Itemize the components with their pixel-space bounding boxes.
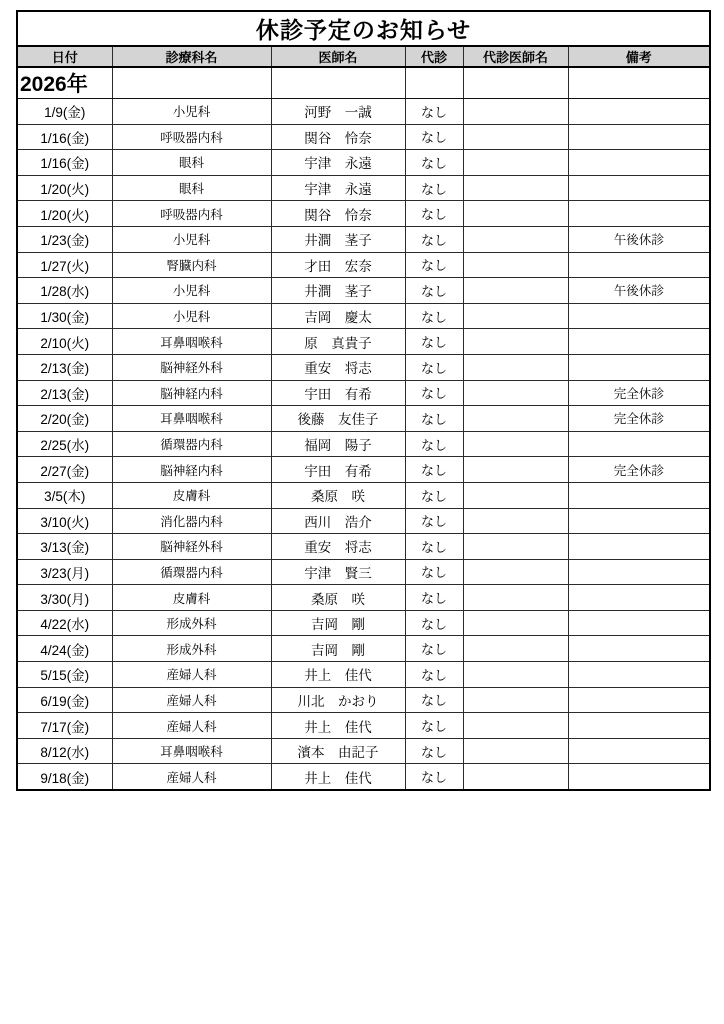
date-cell: 3/10(火) (17, 508, 112, 534)
substitute-cell: なし (405, 764, 463, 790)
remarks-cell (568, 508, 710, 534)
doctor-name-cell: 原 真貴子 (271, 329, 405, 355)
date-cell: 1/28(水) (17, 278, 112, 304)
substitute-cell: なし (405, 150, 463, 176)
column-header-substitute: 代診 (405, 46, 463, 67)
doctor-name-cell: 井上 佳代 (271, 662, 405, 688)
table-row (17, 252, 710, 278)
remarks-cell (568, 585, 710, 611)
doctor-name-cell: 西川 浩介 (271, 508, 405, 534)
doctor-name-cell: 宇田 有希 (271, 380, 405, 406)
doctor-name-cell: 福岡 陽子 (271, 431, 405, 457)
remarks-cell (568, 662, 710, 688)
substitute-cell: なし (405, 610, 463, 636)
date-cell: 3/13(金) (17, 534, 112, 560)
doctor-name-cell: 吉岡 剛 (271, 636, 405, 662)
substitute-doctor-cell (463, 559, 568, 585)
department-cell: 小児科 (112, 303, 271, 329)
substitute-doctor-cell (463, 150, 568, 176)
substitute-cell: なし (405, 636, 463, 662)
department-cell: 小児科 (112, 99, 271, 125)
substitute-cell: なし (405, 738, 463, 764)
doctor-name-cell: 桑原 咲 (271, 585, 405, 611)
substitute-cell: なし (405, 687, 463, 713)
doctor-name-cell: 井上 佳代 (271, 713, 405, 739)
department-cell: 脳神経内科 (112, 380, 271, 406)
date-cell: 7/17(金) (17, 713, 112, 739)
table-row (17, 329, 710, 355)
date-cell: 2/13(金) (17, 380, 112, 406)
table-row (17, 278, 710, 304)
page-title: 休診予定のお知らせ (17, 11, 710, 46)
table-row (17, 431, 710, 457)
substitute-doctor-cell (463, 252, 568, 278)
substitute-doctor-cell (463, 303, 568, 329)
substitute-cell: なし (405, 124, 463, 150)
remarks-cell (568, 482, 710, 508)
date-cell: 4/24(金) (17, 636, 112, 662)
doctor-name-cell: 河野 一誠 (271, 99, 405, 125)
doctor-name-cell: 宇津 永遠 (271, 175, 405, 201)
date-cell: 9/18(金) (17, 764, 112, 790)
department-cell: 循環器内科 (112, 431, 271, 457)
substitute-doctor-cell (463, 175, 568, 201)
remarks-cell (568, 354, 710, 380)
date-cell: 1/30(金) (17, 303, 112, 329)
substitute-doctor-cell (463, 713, 568, 739)
substitute-cell: なし (405, 278, 463, 304)
substitute-doctor-cell (463, 610, 568, 636)
department-cell: 脳神経内科 (112, 457, 271, 483)
remarks-cell (568, 764, 710, 790)
substitute-cell: なし (405, 380, 463, 406)
table-row (17, 738, 710, 764)
column-header-department: 診療科名 (112, 46, 271, 67)
remarks-cell (568, 329, 710, 355)
date-cell: 2/20(金) (17, 406, 112, 432)
empty-cell (463, 67, 568, 99)
substitute-cell: なし (405, 457, 463, 483)
remarks-cell (568, 713, 710, 739)
remarks-cell (568, 610, 710, 636)
table-body (17, 67, 710, 790)
table-row (17, 610, 710, 636)
remarks-cell (568, 201, 710, 227)
substitute-cell: なし (405, 482, 463, 508)
substitute-cell: なし (405, 226, 463, 252)
remarks-cell (568, 431, 710, 457)
substitute-cell: なし (405, 99, 463, 125)
remarks-cell (568, 534, 710, 560)
table-row (17, 99, 710, 125)
date-cell: 3/30(月) (17, 585, 112, 611)
substitute-doctor-cell (463, 226, 568, 252)
substitute-doctor-cell (463, 662, 568, 688)
department-cell: 形成外科 (112, 610, 271, 636)
department-cell: 眼科 (112, 175, 271, 201)
table-row (17, 354, 710, 380)
date-cell: 1/27(火) (17, 252, 112, 278)
substitute-doctor-cell (463, 201, 568, 227)
title-row (17, 11, 710, 46)
department-cell: 形成外科 (112, 636, 271, 662)
substitute-doctor-cell (463, 636, 568, 662)
department-cell: 眼科 (112, 150, 271, 176)
table-row (17, 713, 710, 739)
remarks-cell (568, 559, 710, 585)
substitute-doctor-cell (463, 329, 568, 355)
doctor-name-cell: 後藤 友佳子 (271, 406, 405, 432)
date-cell: 2/10(火) (17, 329, 112, 355)
table-row (17, 585, 710, 611)
substitute-doctor-cell (463, 124, 568, 150)
department-cell: 産婦人科 (112, 764, 271, 790)
table-row (17, 201, 710, 227)
empty-cell (112, 67, 271, 99)
substitute-cell: なし (405, 508, 463, 534)
date-cell: 1/20(火) (17, 201, 112, 227)
doctor-name-cell: 関谷 怜奈 (271, 201, 405, 227)
doctor-name-cell: 井上 佳代 (271, 764, 405, 790)
date-cell: 1/9(金) (17, 99, 112, 125)
column-header-date: 日付 (17, 46, 112, 67)
date-cell: 2/25(水) (17, 431, 112, 457)
department-cell: 小児科 (112, 226, 271, 252)
empty-cell (568, 67, 710, 99)
date-cell: 1/16(金) (17, 124, 112, 150)
substitute-cell: なし (405, 431, 463, 457)
remarks-cell: 完全休診 (568, 380, 710, 406)
substitute-cell: なし (405, 406, 463, 432)
remarks-cell (568, 99, 710, 125)
department-cell: 小児科 (112, 278, 271, 304)
substitute-doctor-cell (463, 585, 568, 611)
department-cell: 呼吸器内科 (112, 201, 271, 227)
substitute-doctor-cell (463, 482, 568, 508)
remarks-cell (568, 150, 710, 176)
table-row (17, 508, 710, 534)
substitute-cell: なし (405, 559, 463, 585)
date-cell: 1/23(金) (17, 226, 112, 252)
substitute-cell: なし (405, 585, 463, 611)
remarks-cell (568, 303, 710, 329)
substitute-doctor-cell (463, 380, 568, 406)
date-cell: 4/22(水) (17, 610, 112, 636)
substitute-cell: なし (405, 329, 463, 355)
department-cell: 産婦人科 (112, 687, 271, 713)
empty-cell (271, 67, 405, 99)
doctor-name-cell: 重安 将志 (271, 534, 405, 560)
remarks-cell (568, 687, 710, 713)
date-cell: 2/13(金) (17, 354, 112, 380)
substitute-doctor-cell (463, 406, 568, 432)
substitute-doctor-cell (463, 687, 568, 713)
substitute-doctor-cell (463, 457, 568, 483)
substitute-cell: なし (405, 354, 463, 380)
table-row (17, 534, 710, 560)
date-cell: 3/5(木) (17, 482, 112, 508)
department-cell: 呼吸器内科 (112, 124, 271, 150)
date-cell: 8/12(水) (17, 738, 112, 764)
table-row (17, 559, 710, 585)
column-header-doctor: 医師名 (271, 46, 405, 67)
remarks-cell: 午後休診 (568, 278, 710, 304)
substitute-cell: なし (405, 713, 463, 739)
doctor-name-cell: 才田 宏奈 (271, 252, 405, 278)
department-cell: 耳鼻咽喉科 (112, 329, 271, 355)
empty-cell (405, 67, 463, 99)
substitute-doctor-cell (463, 431, 568, 457)
date-cell: 3/23(月) (17, 559, 112, 585)
department-cell: 耳鼻咽喉科 (112, 738, 271, 764)
substitute-doctor-cell (463, 508, 568, 534)
department-cell: 皮膚科 (112, 585, 271, 611)
department-cell: 脳神経外科 (112, 354, 271, 380)
remarks-cell (568, 124, 710, 150)
remarks-cell (568, 175, 710, 201)
table-row (17, 457, 710, 483)
department-cell: 皮膚科 (112, 482, 271, 508)
doctor-name-cell: 宇津 賢三 (271, 559, 405, 585)
doctor-name-cell: 重安 将志 (271, 354, 405, 380)
substitute-cell: なし (405, 175, 463, 201)
doctor-name-cell: 関谷 怜奈 (271, 124, 405, 150)
closure-notice-table (16, 10, 711, 791)
table-row (17, 764, 710, 790)
date-cell: 5/15(金) (17, 662, 112, 688)
remarks-cell: 完全休診 (568, 406, 710, 432)
remarks-cell (568, 636, 710, 662)
substitute-cell: なし (405, 662, 463, 688)
year-label: 2026年 (17, 67, 112, 99)
substitute-doctor-cell (463, 764, 568, 790)
table-row (17, 662, 710, 688)
remarks-cell (568, 738, 710, 764)
substitute-doctor-cell (463, 278, 568, 304)
department-cell: 脳神経外科 (112, 534, 271, 560)
column-header-substitute-doctor: 代診医師名 (463, 46, 568, 67)
column-header-row (17, 46, 710, 67)
doctor-name-cell: 川北 かおり (271, 687, 405, 713)
substitute-cell: なし (405, 534, 463, 560)
table-row (17, 303, 710, 329)
doctor-name-cell: 宇津 永遠 (271, 150, 405, 176)
date-cell: 1/20(火) (17, 175, 112, 201)
substitute-doctor-cell (463, 354, 568, 380)
remarks-cell: 午後休診 (568, 226, 710, 252)
department-cell: 耳鼻咽喉科 (112, 406, 271, 432)
substitute-doctor-cell (463, 534, 568, 560)
doctor-name-cell: 濱本 由記子 (271, 738, 405, 764)
table-row (17, 124, 710, 150)
doctor-name-cell: 吉岡 慶太 (271, 303, 405, 329)
table-row (17, 636, 710, 662)
table-row (17, 482, 710, 508)
date-cell: 2/27(金) (17, 457, 112, 483)
table-row (17, 687, 710, 713)
doctor-name-cell: 桑原 咲 (271, 482, 405, 508)
table-row (17, 150, 710, 176)
table-row (17, 175, 710, 201)
table-row (17, 380, 710, 406)
substitute-cell: なし (405, 252, 463, 278)
table-row (17, 226, 710, 252)
date-cell: 1/16(金) (17, 150, 112, 176)
substitute-doctor-cell (463, 99, 568, 125)
remarks-cell: 完全休診 (568, 457, 710, 483)
substitute-doctor-cell (463, 738, 568, 764)
doctor-name-cell: 井澗 茎子 (271, 226, 405, 252)
department-cell: 腎臓内科 (112, 252, 271, 278)
department-cell: 産婦人科 (112, 713, 271, 739)
doctor-name-cell: 宇田 有希 (271, 457, 405, 483)
department-cell: 産婦人科 (112, 662, 271, 688)
year-row (17, 67, 710, 99)
department-cell: 循環器内科 (112, 559, 271, 585)
substitute-cell: なし (405, 303, 463, 329)
department-cell: 消化器内科 (112, 508, 271, 534)
doctor-name-cell: 井澗 茎子 (271, 278, 405, 304)
remarks-cell (568, 252, 710, 278)
column-header-remarks: 備考 (568, 46, 710, 67)
doctor-name-cell: 吉岡 剛 (271, 610, 405, 636)
substitute-cell: なし (405, 201, 463, 227)
date-cell: 6/19(金) (17, 687, 112, 713)
table-row (17, 406, 710, 432)
